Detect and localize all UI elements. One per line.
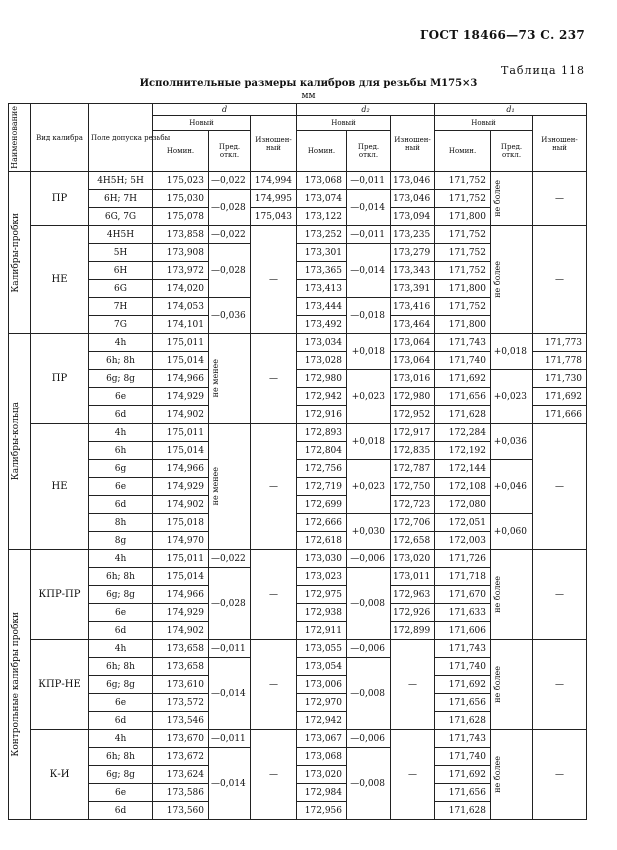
d-dev-cell: —0,011 — [209, 730, 251, 748]
field-cell: 6d — [89, 802, 153, 820]
d1-nom-cell: 171,692 — [435, 766, 491, 784]
d1-nom-cell: 171,800 — [435, 316, 491, 334]
field-cell: 6e — [89, 478, 153, 496]
d-worn-cell: — — [251, 730, 297, 820]
d2-nom-cell: 172,975 — [297, 586, 347, 604]
d2-nom-cell: 173,054 — [297, 658, 347, 676]
kind-cell: ПР — [31, 172, 89, 226]
d-nom-cell: 173,972 — [153, 262, 209, 280]
col-d-header: d — [153, 104, 297, 116]
d2-nom-cell: 173,068 — [297, 748, 347, 766]
field-cell: 8g — [89, 532, 153, 550]
d1-dev-header: Пред. откл. — [491, 131, 533, 172]
table-row — [9, 334, 587, 352]
d1-nom-cell: 171,752 — [435, 298, 491, 316]
kind-cell: НЕ — [31, 424, 89, 550]
d1-nom-cell: 171,670 — [435, 586, 491, 604]
d2-nom-cell: 172,893 — [297, 424, 347, 442]
d2-dev-cell: —0,014 — [347, 244, 391, 298]
d-note-cell: не менее — [209, 334, 251, 424]
d1-nom-cell: 172,003 — [435, 532, 491, 550]
table-row — [9, 460, 587, 478]
d-nom-cell: 174,929 — [153, 478, 209, 496]
d1-nom-cell: 171,726 — [435, 550, 491, 568]
d2-worn-cell: 172,658 — [391, 532, 435, 550]
field-cell: 6G — [89, 280, 153, 298]
field-cell: 6d — [89, 622, 153, 640]
d-dev-header: Пред. откл. — [209, 131, 251, 172]
d-dev-cell: —0,022 — [209, 226, 251, 244]
d-nom-cell: 174,929 — [153, 388, 209, 406]
d1-nom-cell: 171,633 — [435, 604, 491, 622]
d2-nom-cell: 173,413 — [297, 280, 347, 298]
field-cell: 4h — [89, 640, 153, 658]
d2-worn-cell: 173,046 — [391, 172, 435, 190]
d1-note-cell: не более — [491, 550, 533, 640]
d-dev-cell: —0,028 — [209, 244, 251, 298]
d1-nom-cell: 171,800 — [435, 208, 491, 226]
field-cell: 7H — [89, 298, 153, 316]
d-dev-cell: —0,028 — [209, 190, 251, 226]
field-cell: 6H — [89, 262, 153, 280]
d-nom-cell: 175,030 — [153, 190, 209, 208]
d2-worn-header: Изношен- ный — [391, 116, 435, 172]
dimensions-table — [8, 103, 587, 820]
d2-nom-cell: 173,006 — [297, 676, 347, 694]
d1-nom-cell: 171,628 — [435, 802, 491, 820]
d1-dev-cell: +0,060 — [491, 514, 533, 550]
d1-dev-cell: +0,018 — [491, 334, 533, 370]
d-nom-cell: 174,970 — [153, 532, 209, 550]
d2-nom-cell: 173,028 — [297, 352, 347, 370]
d-worn-cell: — — [251, 334, 297, 424]
field-cell: 6H; 7H — [89, 190, 153, 208]
d1-nom-cell: 171,656 — [435, 694, 491, 712]
d2-nom-cell: 173,444 — [297, 298, 347, 316]
d-nom-cell: 175,018 — [153, 514, 209, 532]
d1-dev-cell: +0,023 — [491, 370, 533, 424]
field-cell: 4H5H — [89, 226, 153, 244]
d2-nom-cell: 172,916 — [297, 406, 347, 424]
d2-worn-cell: 172,899 — [391, 622, 435, 640]
d2-nom-cell: 173,055 — [297, 640, 347, 658]
d2-nom-cell: 173,252 — [297, 226, 347, 244]
d2-nom-cell: 173,122 — [297, 208, 347, 226]
d-dev-cell: —0,014 — [209, 748, 251, 820]
field-cell: 6e — [89, 388, 153, 406]
d1-nom-cell: 171,740 — [435, 352, 491, 370]
unit-label: мм — [301, 91, 316, 101]
d2-dev-cell: —0,014 — [347, 190, 391, 226]
d-nom-cell: 174,966 — [153, 370, 209, 388]
d2-worn-cell: 173,416 — [391, 298, 435, 316]
d-nom-cell: 173,908 — [153, 244, 209, 262]
d-nom-cell: 174,902 — [153, 496, 209, 514]
d2-nom-cell: 172,980 — [297, 370, 347, 388]
col-name-header: Наименование — [9, 104, 31, 172]
d2-nom-cell: 172,719 — [297, 478, 347, 496]
d1-nom-cell: 171,752 — [435, 244, 491, 262]
d-nom-cell: 175,078 — [153, 208, 209, 226]
d1-nom-cell: 171,628 — [435, 406, 491, 424]
field-cell: 6g; 8g — [89, 766, 153, 784]
field-cell: 6d — [89, 712, 153, 730]
d1-nom-cell: 171,606 — [435, 622, 491, 640]
d1-nom-cell: 171,752 — [435, 262, 491, 280]
d-nom-cell: 175,011 — [153, 334, 209, 352]
d2-dev-cell: —0,006 — [347, 730, 391, 748]
d1-worn-cell: 171,730 — [533, 370, 587, 388]
d1-nom-cell: 172,080 — [435, 496, 491, 514]
field-cell: 4h — [89, 424, 153, 442]
d1-nom-cell: 171,743 — [435, 334, 491, 352]
d-dev-cell: —0,011 — [209, 640, 251, 658]
d1-worn-cell: — — [533, 172, 587, 226]
d-nom-cell: 175,014 — [153, 442, 209, 460]
kind-cell: КПР-НЕ — [31, 640, 89, 730]
d2-worn-cell: 173,016 — [391, 370, 435, 388]
d-dev-cell: —0,014 — [209, 658, 251, 730]
field-cell: 6g; 8g — [89, 586, 153, 604]
d-worn-cell: 174,994 — [251, 172, 297, 190]
kind-cell: ПР — [31, 334, 89, 424]
d-nom-cell: 173,560 — [153, 802, 209, 820]
d2-nom-cell: 173,492 — [297, 316, 347, 334]
d1-nom-cell: 172,144 — [435, 460, 491, 478]
d2-dev-cell: —0,018 — [347, 298, 391, 334]
d1-worn-cell: — — [533, 550, 587, 640]
d1-worn-cell: — — [533, 424, 587, 550]
d-nom-cell: 174,902 — [153, 622, 209, 640]
col-d1-header: d₁ — [435, 104, 587, 116]
d-worn-cell: — — [251, 226, 297, 334]
d-nom-cell: 174,902 — [153, 406, 209, 424]
d1-new-header: Новый — [435, 116, 533, 131]
d-worn-cell: — — [251, 424, 297, 550]
d-nom-cell: 175,014 — [153, 352, 209, 370]
field-cell: 7G — [89, 316, 153, 334]
d1-nom-header: Номин. — [435, 131, 491, 172]
d-nom-cell: 173,658 — [153, 658, 209, 676]
kind-cell: К-И — [31, 730, 89, 820]
field-cell: 4H5H; 5H — [89, 172, 153, 190]
d1-nom-cell: 172,284 — [435, 424, 491, 442]
field-cell: 4h — [89, 334, 153, 352]
d-nom-cell: 175,011 — [153, 424, 209, 442]
page-header: ГОСТ 18466—73 С. 237 — [420, 28, 585, 42]
field-cell: 6e — [89, 604, 153, 622]
d-nom-header: Номин. — [153, 131, 209, 172]
d2-dev-cell: —0,011 — [347, 172, 391, 190]
d1-nom-cell: 171,752 — [435, 226, 491, 244]
d1-worn-cell: 171,692 — [533, 388, 587, 406]
d2-nom-cell: 173,023 — [297, 568, 347, 586]
d2-dev-cell: —0,011 — [347, 226, 391, 244]
table-row — [9, 640, 587, 658]
d2-nom-cell: 173,020 — [297, 766, 347, 784]
d1-worn-header: Изношен- ный — [533, 116, 587, 172]
d2-worn-cell: 173,064 — [391, 334, 435, 352]
d2-nom-cell: 173,365 — [297, 262, 347, 280]
d-nom-cell: 173,672 — [153, 748, 209, 766]
d-nom-cell: 173,610 — [153, 676, 209, 694]
group-label: Калибры-пробки — [9, 172, 31, 334]
d1-note-cell: не более — [491, 730, 533, 820]
d-worn-cell: 175,043 — [251, 208, 297, 226]
group-label: Контрольные калибры пробки — [9, 550, 31, 820]
d1-nom-cell: 171,752 — [435, 172, 491, 190]
d2-worn-cell: 173,020 — [391, 550, 435, 568]
d2-worn-cell: 173,391 — [391, 280, 435, 298]
d2-nom-cell: 172,804 — [297, 442, 347, 460]
d2-dev-cell: —0,008 — [347, 568, 391, 640]
d1-note-cell: не более — [491, 640, 533, 730]
d1-note-cell: не более — [491, 172, 533, 226]
d-dev-cell: —0,036 — [209, 298, 251, 334]
d2-worn-cell: 172,706 — [391, 514, 435, 532]
d2-worn-cell: 172,835 — [391, 442, 435, 460]
d1-note-cell: не более — [491, 226, 533, 334]
d2-worn-cell: 172,750 — [391, 478, 435, 496]
d2-dev-cell: —0,006 — [347, 550, 391, 568]
group-label: Калибры-кольца — [9, 334, 31, 550]
d-nom-cell: 173,572 — [153, 694, 209, 712]
d1-nom-cell: 171,752 — [435, 190, 491, 208]
table-caption: Исполнительные размеры калибров для резьбы M175×3 — [139, 78, 478, 89]
d2-dev-cell: —0,008 — [347, 748, 391, 820]
d2-dev-cell: +0,018 — [347, 334, 391, 370]
field-cell: 6e — [89, 694, 153, 712]
d-nom-cell: 174,966 — [153, 460, 209, 478]
kind-cell: КПР-ПР — [31, 550, 89, 640]
d-new-header: Новый — [153, 116, 251, 131]
table-row — [9, 226, 587, 244]
d-nom-cell: 174,053 — [153, 298, 209, 316]
kind-cell: НЕ — [31, 226, 89, 334]
d2-worn-cell: 173,011 — [391, 568, 435, 586]
d1-worn-cell: 171,773 — [533, 334, 587, 352]
d2-nom-cell: 173,030 — [297, 550, 347, 568]
d-nom-cell: 174,020 — [153, 280, 209, 298]
d2-worn-cell: 172,723 — [391, 496, 435, 514]
d2-worn-cell: 173,343 — [391, 262, 435, 280]
d2-dev-cell: +0,023 — [347, 370, 391, 424]
d2-nom-cell: 173,034 — [297, 334, 347, 352]
d-nom-cell: 175,023 — [153, 172, 209, 190]
col-d2-header: d₂ — [297, 104, 435, 116]
d2-nom-cell: 172,942 — [297, 388, 347, 406]
d-worn-cell: — — [251, 640, 297, 730]
d2-nom-cell: 172,984 — [297, 784, 347, 802]
d2-nom-cell: 172,618 — [297, 532, 347, 550]
table-row — [9, 172, 587, 190]
d2-worn-cell: 173,046 — [391, 190, 435, 208]
field-cell: 6d — [89, 406, 153, 424]
table-row — [9, 514, 587, 532]
d2-worn-cell: 172,952 — [391, 406, 435, 424]
d1-nom-cell: 172,108 — [435, 478, 491, 496]
d1-dev-cell: +0,036 — [491, 424, 533, 460]
d1-worn-cell: 171,778 — [533, 352, 587, 370]
field-cell: 8h — [89, 514, 153, 532]
d2-worn-cell: 172,787 — [391, 460, 435, 478]
d1-nom-cell: 171,628 — [435, 712, 491, 730]
d2-nom-cell: 173,301 — [297, 244, 347, 262]
field-cell: 6e — [89, 784, 153, 802]
d-nom-cell: 174,966 — [153, 586, 209, 604]
d-nom-cell: 174,929 — [153, 604, 209, 622]
table-row — [9, 550, 587, 568]
d2-worn-cell: — — [391, 640, 435, 730]
d2-worn-cell: — — [391, 730, 435, 820]
d1-nom-cell: 171,743 — [435, 730, 491, 748]
field-cell: 6h; 8h — [89, 352, 153, 370]
d2-dev-cell: —0,006 — [347, 640, 391, 658]
d2-nom-cell: 172,970 — [297, 694, 347, 712]
d-nom-cell: 175,014 — [153, 568, 209, 586]
d-dev-cell: —0,022 — [209, 172, 251, 190]
field-cell: 6g; 8g — [89, 676, 153, 694]
d2-nom-header: Номин. — [297, 131, 347, 172]
d2-nom-cell: 172,699 — [297, 496, 347, 514]
d2-nom-cell: 172,756 — [297, 460, 347, 478]
d-worn-cell: 174,995 — [251, 190, 297, 208]
d1-worn-cell: — — [533, 640, 587, 730]
d2-nom-cell: 172,911 — [297, 622, 347, 640]
d1-dev-cell: +0,046 — [491, 460, 533, 514]
d-worn-header: Изношен- ный — [251, 116, 297, 172]
d-nom-cell: 173,586 — [153, 784, 209, 802]
d1-nom-cell: 171,800 — [435, 280, 491, 298]
d1-worn-cell: — — [533, 226, 587, 334]
d-nom-cell: 173,658 — [153, 640, 209, 658]
d2-worn-cell: 173,279 — [391, 244, 435, 262]
field-cell: 4h — [89, 550, 153, 568]
d-nom-cell: 173,546 — [153, 712, 209, 730]
field-cell: 6h; 8h — [89, 658, 153, 676]
d2-worn-cell: 172,926 — [391, 604, 435, 622]
d1-nom-cell: 171,743 — [435, 640, 491, 658]
d1-nom-cell: 172,051 — [435, 514, 491, 532]
d2-worn-cell: 173,235 — [391, 226, 435, 244]
d2-worn-cell: 173,464 — [391, 316, 435, 334]
field-cell: 6h; 8h — [89, 568, 153, 586]
d-note-cell: не менее — [209, 424, 251, 550]
d2-dev-header: Пред. откл. — [347, 131, 391, 172]
d1-nom-cell: 171,692 — [435, 370, 491, 388]
table-row — [9, 370, 587, 388]
d1-worn-cell: 171,666 — [533, 406, 587, 424]
d2-nom-cell: 173,068 — [297, 172, 347, 190]
field-cell: 6g; 8g — [89, 370, 153, 388]
d2-dev-cell: +0,030 — [347, 514, 391, 550]
d2-dev-cell: +0,023 — [347, 460, 391, 514]
table-row — [9, 424, 587, 442]
d-dev-cell: —0,022 — [209, 550, 251, 568]
d2-worn-cell: 172,963 — [391, 586, 435, 604]
d1-nom-cell: 171,656 — [435, 784, 491, 802]
d2-new-header: Новый — [297, 116, 391, 131]
field-cell: 6h — [89, 442, 153, 460]
d2-worn-cell: 172,980 — [391, 388, 435, 406]
d2-nom-cell: 173,067 — [297, 730, 347, 748]
d2-nom-cell: 172,956 — [297, 802, 347, 820]
d-nom-cell: 173,624 — [153, 766, 209, 784]
d-nom-cell: 175,011 — [153, 550, 209, 568]
d1-nom-cell: 172,192 — [435, 442, 491, 460]
d-worn-cell: — — [251, 550, 297, 640]
d1-nom-cell: 171,740 — [435, 658, 491, 676]
d-nom-cell: 174,101 — [153, 316, 209, 334]
field-cell: 5H — [89, 244, 153, 262]
d2-dev-cell: +0,018 — [347, 424, 391, 460]
field-cell: 6G, 7G — [89, 208, 153, 226]
table-label: Таблица 118 — [501, 64, 585, 77]
d2-worn-cell: 172,917 — [391, 424, 435, 442]
d2-worn-cell: 173,064 — [391, 352, 435, 370]
col-kind-header: Вид калибра — [31, 104, 89, 172]
d2-nom-cell: 173,074 — [297, 190, 347, 208]
field-cell: 6h; 8h — [89, 748, 153, 766]
d2-dev-cell: —0,008 — [347, 658, 391, 730]
d-nom-cell: 173,670 — [153, 730, 209, 748]
d1-nom-cell: 171,740 — [435, 748, 491, 766]
d1-nom-cell: 171,656 — [435, 388, 491, 406]
d1-nom-cell: 171,692 — [435, 676, 491, 694]
col-field-header: Поле допуска резьбы — [89, 104, 153, 172]
d-nom-cell: 173,858 — [153, 226, 209, 244]
d1-nom-cell: 171,718 — [435, 568, 491, 586]
d2-nom-cell: 172,942 — [297, 712, 347, 730]
field-cell: 4h — [89, 730, 153, 748]
d2-worn-cell: 173,094 — [391, 208, 435, 226]
table-row — [9, 730, 587, 748]
d2-nom-cell: 172,938 — [297, 604, 347, 622]
field-cell: 6d — [89, 496, 153, 514]
d1-worn-cell: — — [533, 730, 587, 820]
d-dev-cell: —0,028 — [209, 568, 251, 640]
field-cell: 6g — [89, 460, 153, 478]
d2-nom-cell: 172,666 — [297, 514, 347, 532]
